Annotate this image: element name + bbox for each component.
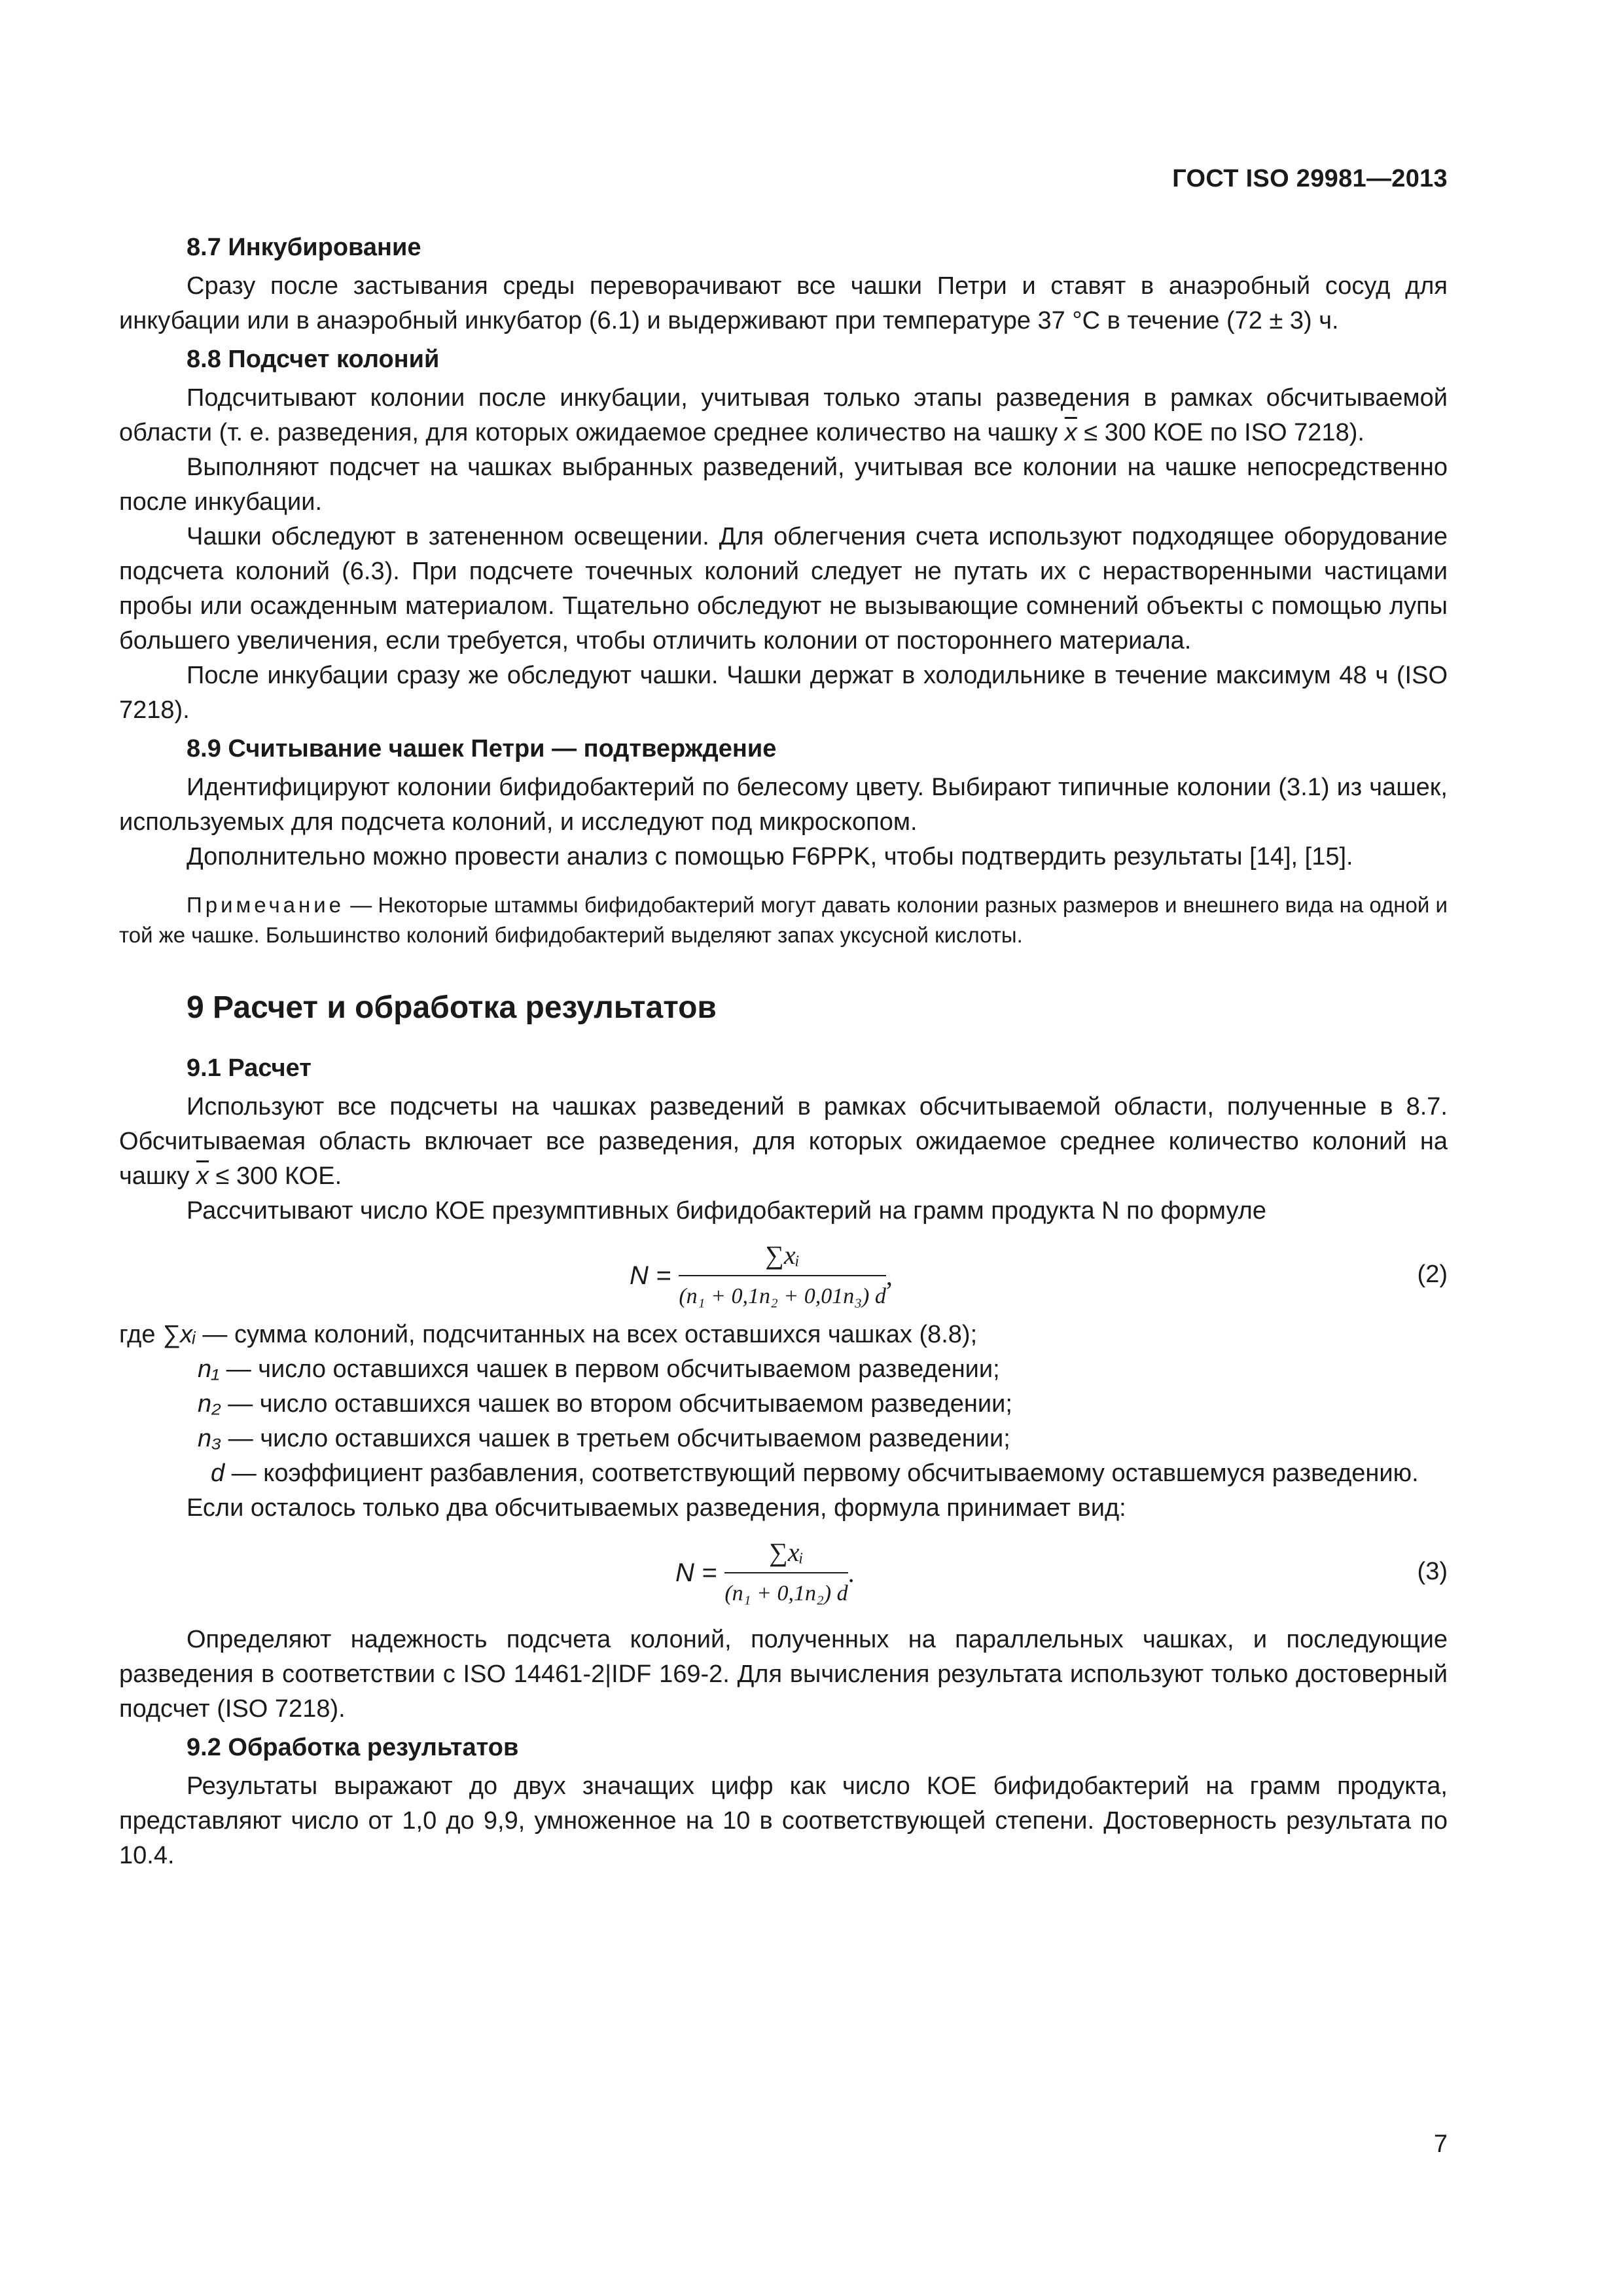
- formula-3-number: (3): [1417, 1558, 1448, 1585]
- section-9-2-title: 9.2 Обработка результатов: [187, 1734, 519, 1761]
- variable-definitions: [119, 1318, 1448, 1491]
- section-8-7-title: 8.7 Инкубирование: [187, 234, 421, 261]
- section-9-1-paragraph-3: Если осталось только два обсчитываемых разведения, формула принимает вид:: [187, 1494, 1126, 1522]
- formula-3: N = $\frac{\text{∑xᵢ}}{\text{(n₁ + 0,1n₂) d}}$ . (3): [119, 1535, 1448, 1608]
- definition-sum: где ∑xᵢ — сумма колоний, подсчитанных на всех оставшихся чашках (8.8);: [119, 1321, 978, 1348]
- page-body: [119, 230, 1448, 1873]
- note-label: Примечание: [187, 893, 345, 917]
- definition-n3: n₃ — число оставшихся чашек в третьем обсчитываемом разведении;: [198, 1425, 1010, 1452]
- section-9-title: 9 Расчет и обработка результатов: [187, 990, 717, 1025]
- formula-2-denominator: (n₁ + 0,1n₂ + 0,01n₃) d: [679, 1284, 886, 1308]
- section-9-1-paragraph-4: Определяют надежность подсчета колоний, полученных на параллельных чашках, и последующие разведения в соответствии с ISO 14461-2|IDF 169-2. Для вычисления результата используют только достоверный подсчет (ISO 7218).: [119, 1626, 1448, 1723]
- x-mean-symbol: $\overline{x}$: [196, 1162, 209, 1190]
- section-8-8-paragraph-2: Выполняют подсчет на чашках выбранных разведений, учитывая все колонии на чашке непосредственно после инкубации.: [119, 454, 1448, 516]
- note: [119, 890, 1448, 950]
- formula-2-lhs: N =: [630, 1261, 671, 1290]
- section-8-9-paragraph-1: Идентифицируют колонии бифидобактерий по белесому цвету. Выбирают типичные колонии (3.1) из чашек, используемых для подсчета колоний, и исследуют под микроскопом.: [119, 774, 1448, 836]
- section-8-7-paragraph: Сразу после застывания среды переворачивают все чашки Петри и ставят в анаэробный сосуд для инкубации или в анаэробный инкубатор (6.1) и выдерживают при температуре 37 °С в течение (72 ± 3) ч.: [119, 272, 1448, 334]
- definition-n1: n₁ — число оставшихся чашек в первом обсчитываемом разведении;: [198, 1355, 1000, 1383]
- formula-3-denominator: (n₁ + 0,1n₂) d: [724, 1581, 848, 1605]
- section-8-8-title: 8.8 Подсчет колоний: [187, 346, 440, 373]
- section-8-9-title: 8.9 Считывание чашек Петри — подтверждение: [187, 735, 777, 762]
- section-9-1-paragraph-1: Используют все подсчеты на чашках разведений в рамках обсчитываемой области, полученные в 8.7. Обсчитываемая область включает все разведения, для которых ожидаемое среднее количество колоний на чашку $\overline{x} \le 300$ КОЕ.: [119, 1093, 1448, 1190]
- formula-2: N = $\frac{\text{∑xᵢ}}{\text{(n₁ + 0,1n₂ + 0,01n₃) d}}$ , (2): [119, 1238, 1448, 1311]
- section-8-8-paragraph-1: Подсчитывают колонии после инкубации, учитывая только этапы разведения в рамках обсчитываемой области (т. е. разведения, для которых ожидаемое среднее количество на чашку $\overline{x} \le 300$ КОЕ по ISO 7218).: [119, 384, 1448, 446]
- x-mean-symbol: $\overline{x}$: [1064, 419, 1077, 446]
- section-9-1-title: 9.1 Расчет: [187, 1054, 312, 1082]
- section-9-1-paragraph-2: Рассчитывают число КОЕ презумптивных бифидобактерий на грамм продукта N по формуле: [187, 1197, 1266, 1225]
- definition-d: d — коэффициент разбавления, соответствующий первому обсчитываемому оставшемуся разведению.: [211, 1460, 1419, 1487]
- section-8-8-paragraph-4: После инкубации сразу же обследуют чашки. Чашки держат в холодильнике в течение максимум 48 ч (ISO 7218).: [119, 662, 1448, 724]
- document-number: ГОСТ ISO 29981—2013: [1172, 165, 1448, 192]
- formula-3-numerator: ∑xᵢ: [769, 1537, 804, 1567]
- section-8-8-paragraph-3: Чашки обследуют в затененном освещении. Для облегчения счета используют подходящее оборудование подсчета колоний (6.3). При подсчете точечных колоний следует не путать их с нерастворенными частицами пробы или осажденным материалом. Тщательно обследуют не вызывающие сомнений объекты с помощью лупы большего увеличения, если требуется, чтобы отличить колонии от постороннего материала.: [119, 523, 1448, 655]
- page-number: 7: [1433, 2130, 1448, 2158]
- section-8-9-paragraph-2: Дополнительно можно провести анализ с помощью F6PPK, чтобы подтвердить результаты [14], [15].: [187, 843, 1353, 870]
- section-9-2-paragraph: Результаты выражают до двух значащих цифр как число КОЕ бифидобактерий на грамм продукта, представляют число от 1,0 до 9,9, умноженное на 10 в соответствующей степени. Достоверность результата по 10.4.: [119, 1772, 1448, 1869]
- formula-2-numerator: ∑xᵢ: [765, 1240, 800, 1270]
- definition-n2: n₂ — число оставшихся чашек во втором обсчитываемом разведении;: [198, 1390, 1012, 1418]
- formula-2-number: (2): [1417, 1261, 1448, 1288]
- note-text: — Некоторые штаммы бифидобактерий могут давать колонии разных размеров и внешнего вида на одной и той же чашке. Большинство колоний бифидобактерий выделяют запах уксусной кислоты.: [119, 893, 1448, 947]
- formula-3-lhs: N =: [675, 1558, 717, 1587]
